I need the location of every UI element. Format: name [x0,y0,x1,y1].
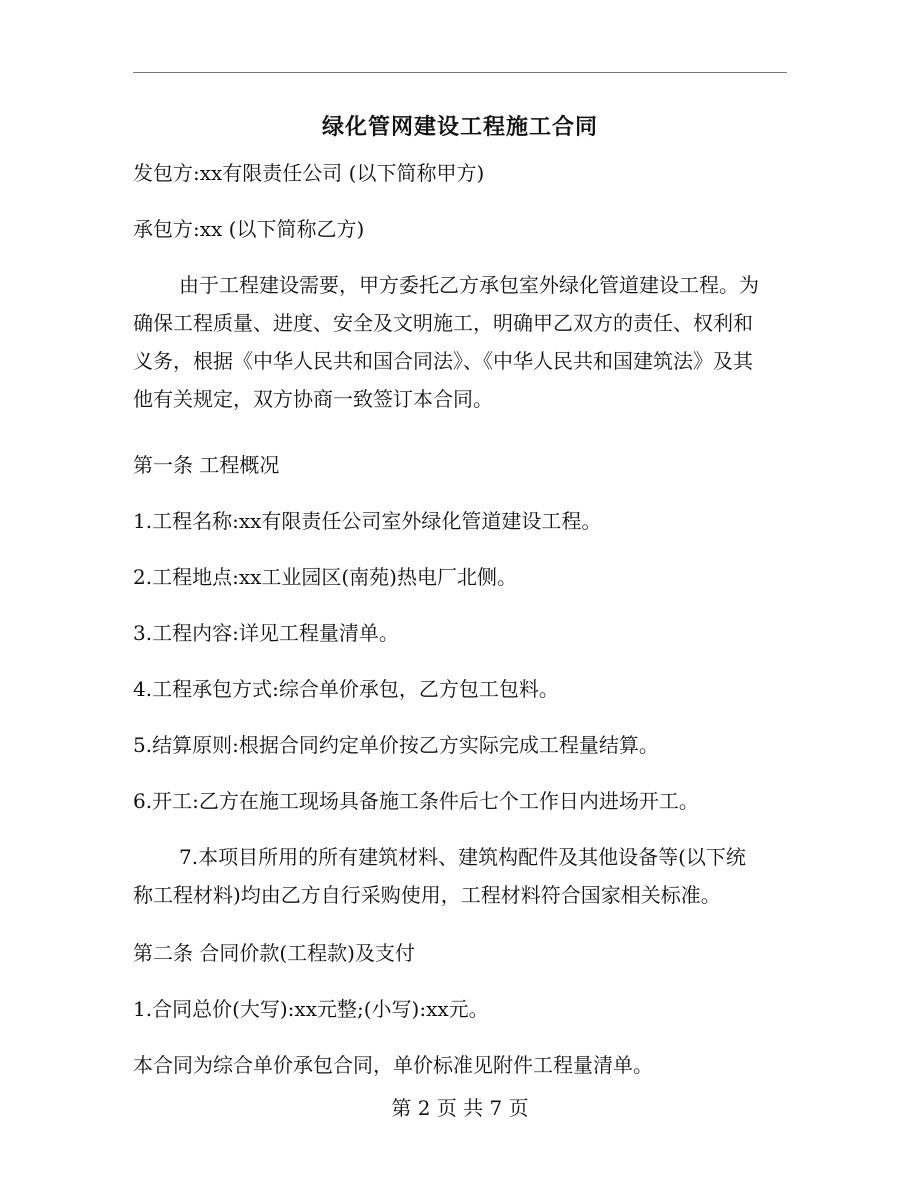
article-1-item-7 [133,838,793,914]
intro-paragraph [133,266,793,418]
article-1-heading: 第一条 工程概况 [133,453,280,477]
intro-line: 确保工程质量、进度、安全及文明施工，明确甲乙双方的责任、权利和 [133,311,753,335]
intro-line: 义务，根据《中华人民共和国合同法》、《中华人民共和国建筑法》及其 [133,349,753,373]
article-1-item: 3.工程内容:详见工程量清单。 [133,621,399,645]
page-number-footer: 第 2 页 共 7 页 [391,1096,529,1120]
party-a-line: 发包方:xx有限责任公司 (以下简称甲方) [133,161,485,185]
article-1-item: 1.工程名称:xx有限责任公司室外绿化管道建设工程。 [133,509,602,533]
intro-line: 由于工程建设需要，甲方委托乙方承包室外绿化管道建设工程。为 [179,273,759,297]
article-2-item: 1.合同总价(大写):xx元整;(小写):xx元。 [133,997,489,1021]
article-2-heading: 第二条 合同价款(工程款)及支付 [133,941,415,965]
article-1-item: 5.结算原则:根据合同约定单价按乙方实际完成工程量结算。 [133,733,659,757]
article-1-item: 4.工程承包方式:综合单价承包，乙方包工包料。 [133,677,559,701]
header-rule [133,72,787,73]
article-1-item: 2.工程地点:xx工业园区(南苑)热电厂北侧。 [133,565,517,589]
intro-line: 他有关规定，双方协商一致签订本合同。 [133,387,493,411]
article-2-item: 本合同为综合单价承包合同，单价标准见附件工程量清单。 [133,1053,653,1077]
document-title: 绿化管网建设工程施工合同 [321,114,598,140]
item-7-line: 称工程材料)均由乙方自行采购使用，工程材料符合国家相关标准。 [133,883,721,907]
item-7-line: 7.本项目所用的所有建筑材料、建筑构配件及其他设备等(以下统 [179,845,746,869]
party-b-line: 承包方:xx (以下简称乙方) [133,217,365,241]
article-1-item: 6.开工:乙方在施工现场具备施工条件后七个工作日内进场开工。 [133,789,699,813]
